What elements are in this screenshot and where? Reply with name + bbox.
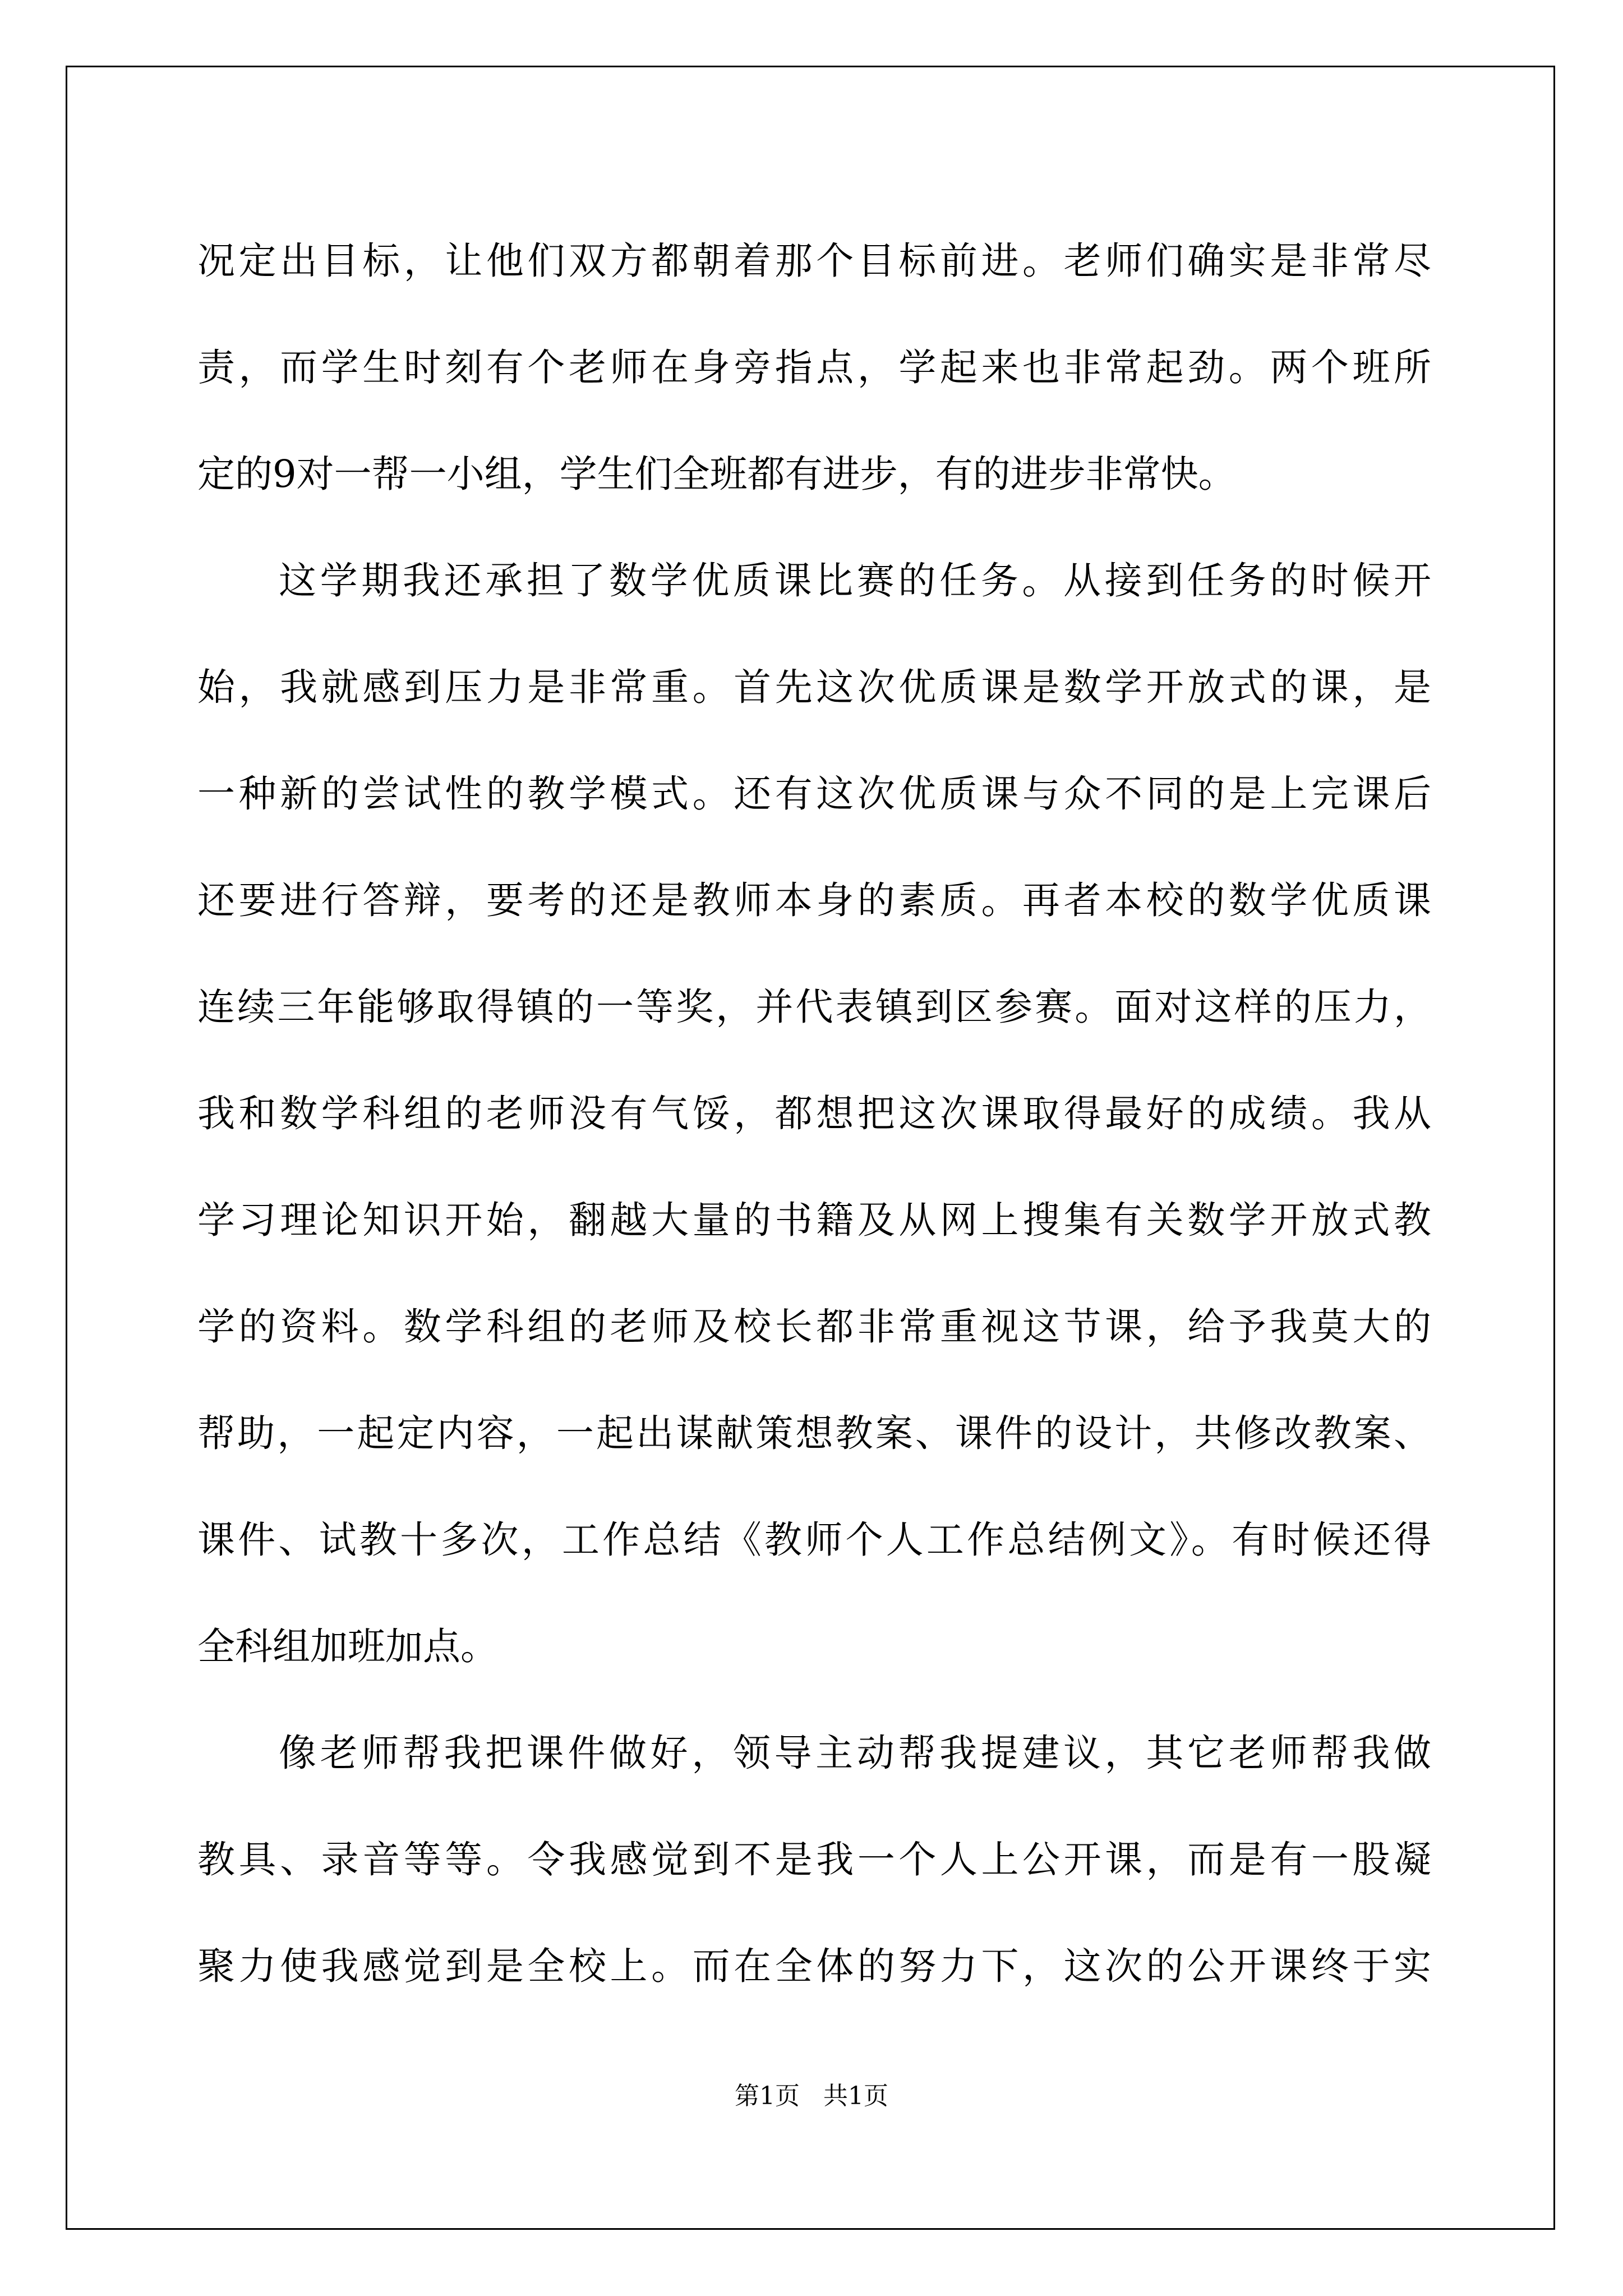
text-line: 学习理论知识开始，翻越大量的书籍及从网上搜集有关数学开放式教 bbox=[197, 1198, 1431, 1242]
text-line: 始，我就感到压力是非常重。首先这次优质课是数学开放式的课，是 bbox=[197, 665, 1431, 709]
page-footer: 第1页 共1页 bbox=[735, 2082, 888, 2110]
text-line: 这学期我还承担了数学优质课比赛的任务。从接到任务的时候开 bbox=[279, 559, 1431, 602]
text-line: 连续三年能够取得镇的一等奖，并代表镇到区参赛。面对这样的压力， bbox=[197, 985, 1431, 1029]
text-line: 像老师帮我把课件做好，领导主动帮我提建议，其它老师帮我做 bbox=[279, 1731, 1431, 1775]
text-line: 课件、试教十多次，工作总结《教师个人工作总结例文》。有时候还得 bbox=[197, 1518, 1431, 1562]
text-line: 学的资料。数学科组的老师及校长都非常重视这节课，给予我莫大的 bbox=[197, 1305, 1431, 1349]
text-line: 聚力使我感觉到是全校上。而在全体的努力下，这次的公开课终于实 bbox=[197, 1944, 1431, 1988]
text-line: 责，而学生时刻有个老师在身旁指点，学起来也非常起劲。两个班所 bbox=[197, 346, 1431, 389]
document-body bbox=[197, 208, 1431, 2019]
text-line: 我和数学科组的老师没有气馁，都想把这次课取得最好的成绩。我从 bbox=[197, 1092, 1431, 1135]
text-line: 帮助，一起定内容，一起出谋献策想教案、课件的设计，共修改教案、 bbox=[197, 1411, 1431, 1455]
text-line: 定的9对一帮一小组，学生们全班都有进步，有的进步非常快。 bbox=[197, 452, 1236, 496]
text-line: 况定出目标，让他们双方都朝着那个目标前进。老师们确实是非常尽 bbox=[197, 239, 1431, 283]
text-line: 还要进行答辩，要考的还是教师本身的素质。再者本校的数学优质课 bbox=[197, 878, 1431, 922]
text-line: 全科组加班加点。 bbox=[197, 1625, 498, 1668]
text-line: 教具、录音等等。令我感觉到不是我一个人上公开课，而是有一股凝 bbox=[197, 1838, 1431, 1881]
text-line: 一种新的尝试性的教学模式。还有这次优质课与众不同的是上完课后 bbox=[197, 772, 1431, 816]
